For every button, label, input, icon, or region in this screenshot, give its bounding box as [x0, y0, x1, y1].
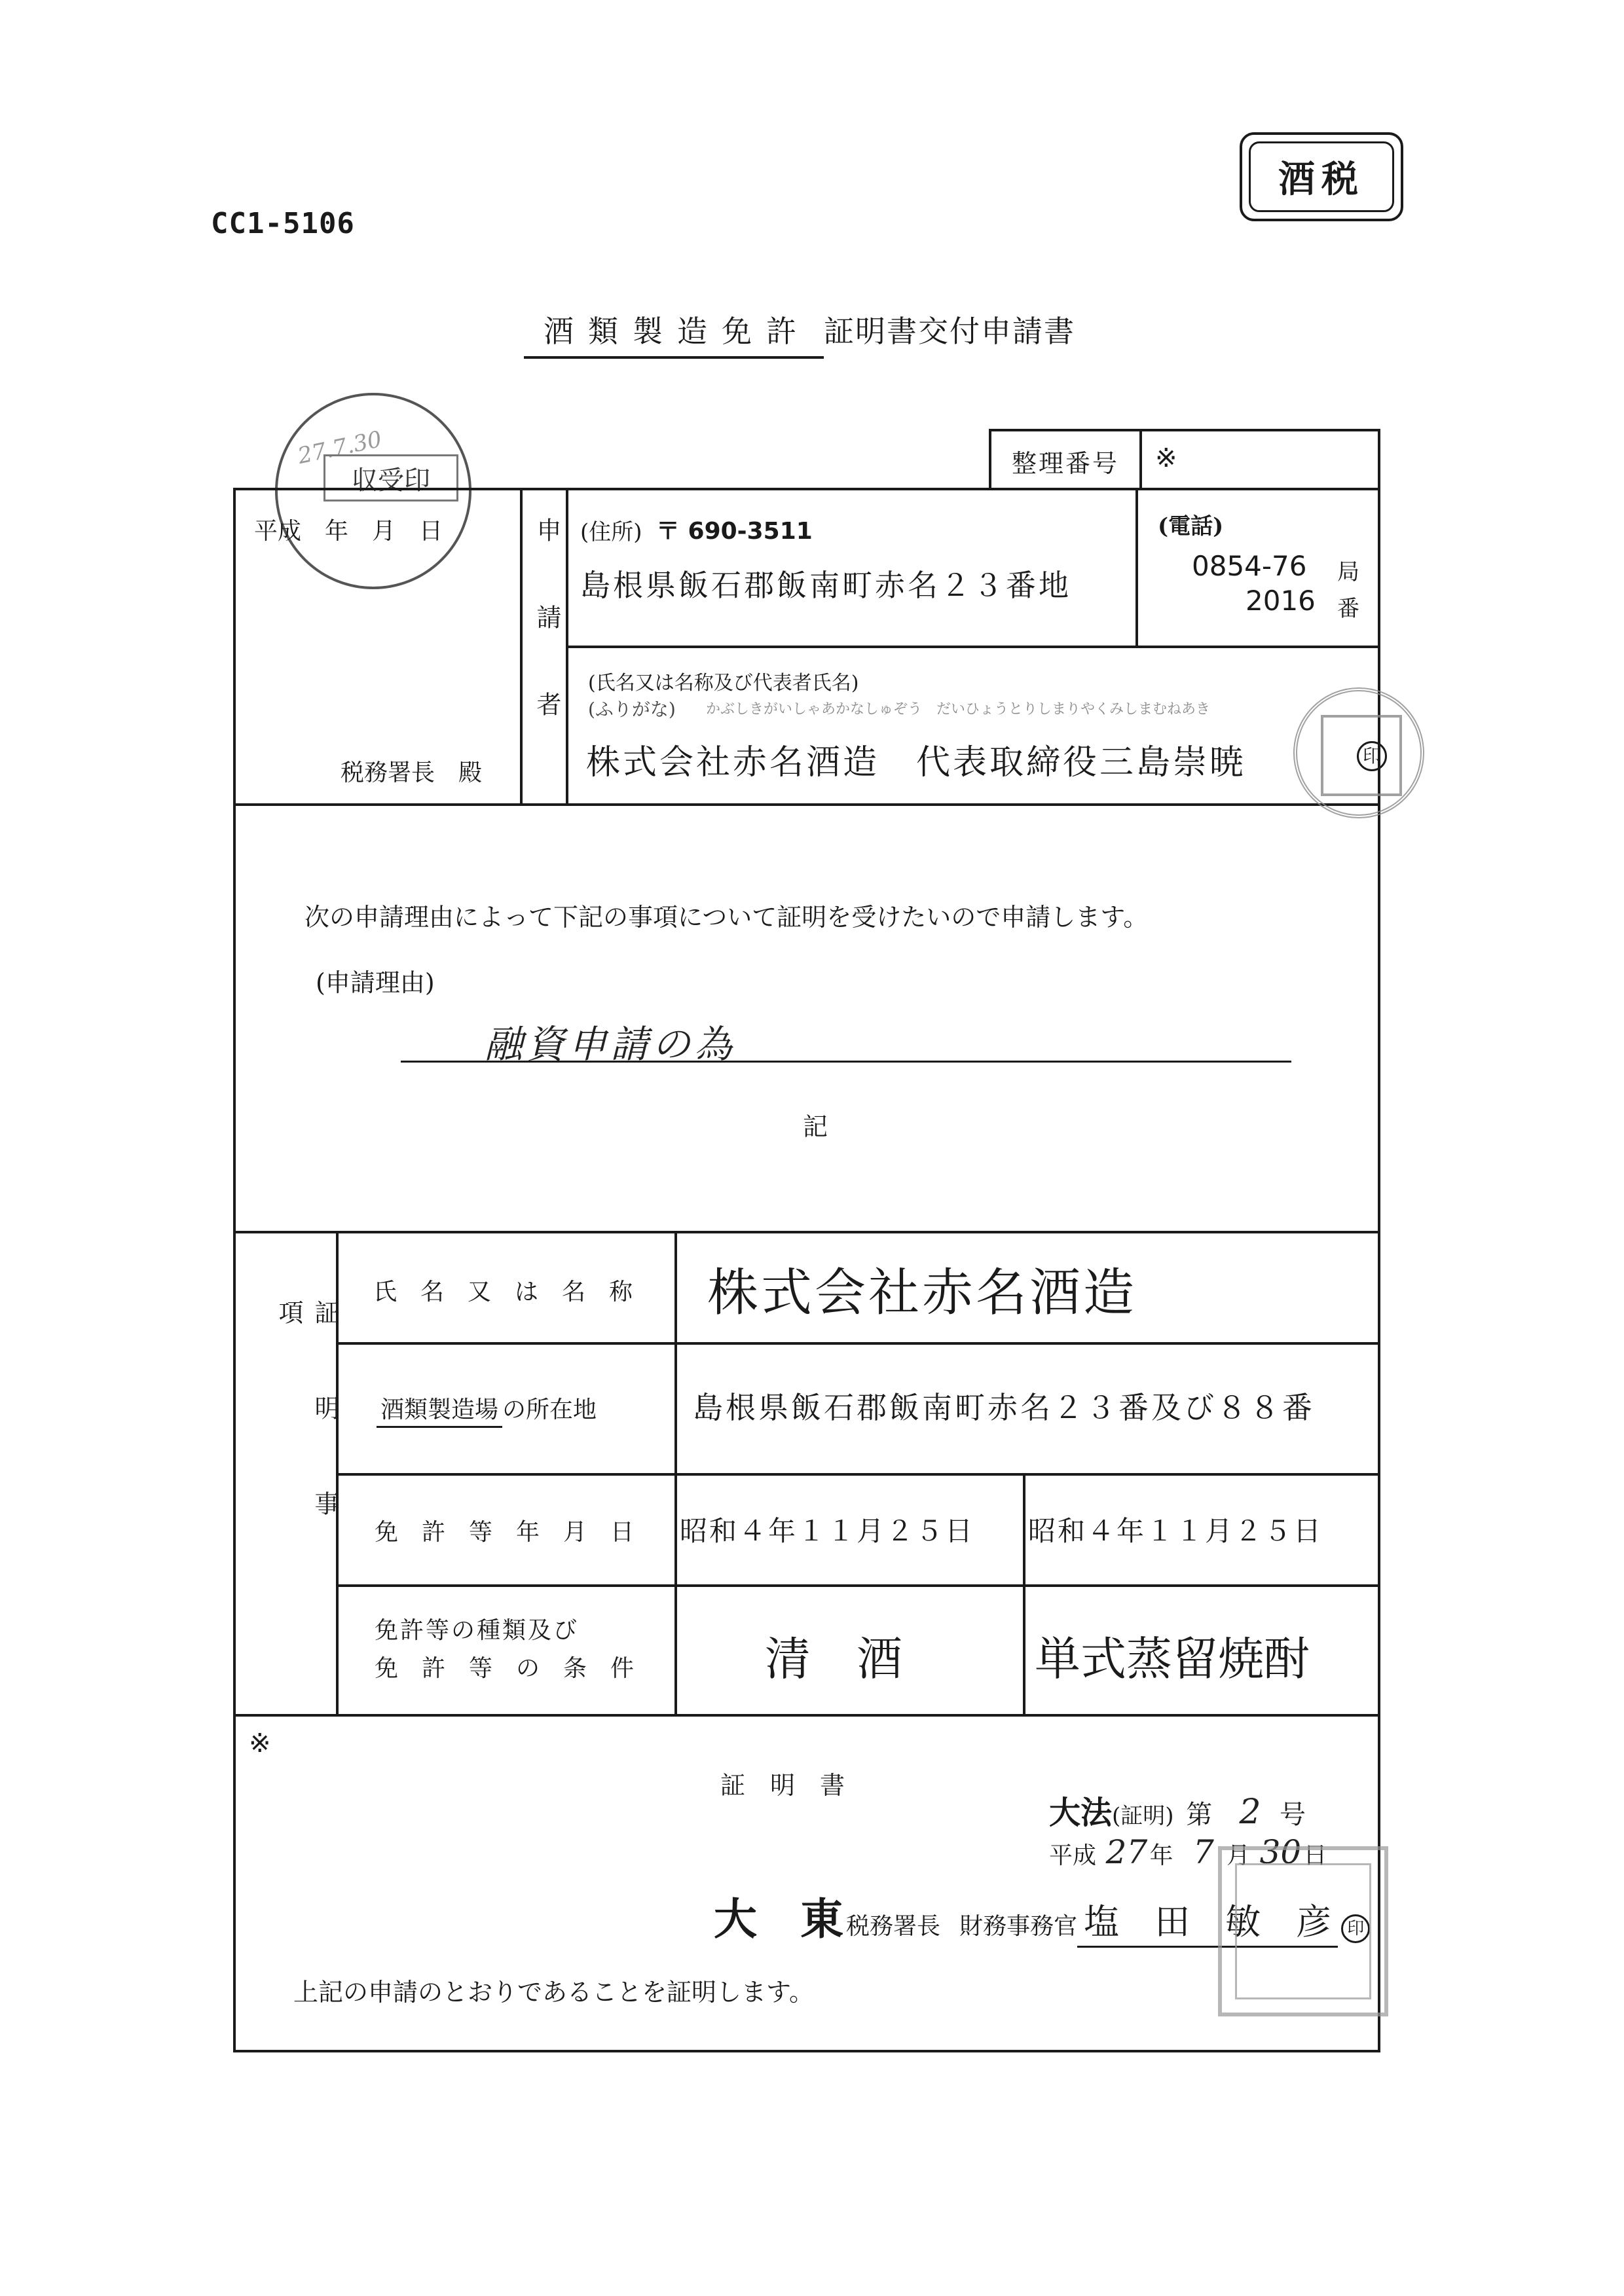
- certificate-year: 27: [1105, 1833, 1148, 1871]
- address-label: (住所): [580, 519, 642, 545]
- certificate-month-unit: 月: [1226, 1842, 1250, 1869]
- phone-exchange-unit: 局: [1337, 559, 1359, 585]
- certificate-number-label: (証明): [1112, 1803, 1174, 1829]
- reason-label: (申請理由): [316, 968, 435, 997]
- liquor-tax-badge-text: 酒税: [1278, 158, 1365, 201]
- cert-label-location: [377, 1391, 597, 1425]
- certified-side-label: 証明事項: [274, 1300, 339, 1586]
- cert-label-license-date: 免 許 等 年 月 日: [375, 1519, 635, 1546]
- cert-label-location-underlined: 酒類製造場: [377, 1396, 502, 1428]
- request-statement: 次の申請理由によって下記の事項について証明を受けたいので申請します。: [304, 903, 1149, 932]
- certificate-closing: 上記の申請のとおりであることを証明します。: [293, 1978, 814, 2007]
- divider-row3: [336, 1584, 1380, 1587]
- received-stamp-text: 収受印: [352, 465, 430, 496]
- company-seal-inner: [1321, 715, 1402, 796]
- certificate-officer-seal: 印: [1341, 1914, 1370, 1943]
- reference-number-label-cell: [991, 431, 1142, 490]
- divider-row2: [336, 1473, 1380, 1476]
- cert-value-license-type-right: 単式蒸留焼酎: [1035, 1632, 1310, 1686]
- certificate-office: 大 東: [714, 1894, 843, 1944]
- document-title: [524, 308, 1075, 359]
- cert-value-name: 株式会社赤名酒造: [707, 1264, 1137, 1322]
- cert-value-location: 島根県飯石郡飯南町赤名２３番及び８８番: [693, 1390, 1315, 1425]
- certificate-office-title: 税務署長: [846, 1913, 941, 1940]
- company-seal: [1293, 687, 1424, 818]
- official-seal-inner: [1235, 1863, 1371, 1999]
- applicant-seal-mark: 印: [1357, 741, 1387, 771]
- date-label: 平成 年 月 日: [254, 518, 443, 545]
- certificate-officer-title: 財務事務官: [959, 1913, 1078, 1940]
- applicant-address: 島根県飯石郡飯南町赤名２３番地: [580, 568, 1071, 603]
- certificate-year-unit: 年: [1149, 1842, 1173, 1869]
- certificate-mark: ※: [249, 1728, 271, 1758]
- certificate-officer-name: 塩 田 敏 彦: [1077, 1894, 1338, 1948]
- cert-label-name: 氏 名 又 は 名 称: [373, 1279, 633, 1305]
- furigana-text: かぶしきがいしゃあかなしゅぞう だいひょうとりしまりやくみしまむねあき: [706, 701, 1211, 718]
- divider-top-section: [233, 803, 1380, 806]
- cert-label-license-type-line2: 免 許 等 の 条 件: [375, 1655, 635, 1682]
- addressee-label: 税務署長 殿: [341, 759, 483, 786]
- applicant-name-label: (氏名又は名称及び代表者氏名): [588, 672, 859, 695]
- title-underlined: 酒類製造免許: [524, 308, 824, 359]
- phone-number-unit: 番: [1337, 596, 1359, 622]
- cert-value-license-date-right: 昭和４年１１月２５日: [1028, 1515, 1323, 1547]
- phone-label: (電話): [1158, 513, 1224, 539]
- certificate-day: 30: [1259, 1833, 1302, 1871]
- cert-label-location-rest: の所在地: [502, 1396, 597, 1423]
- divider-row1: [336, 1342, 1380, 1345]
- liquor-tax-badge: [1240, 132, 1403, 221]
- furigana-label: (ふりがな): [588, 699, 676, 720]
- divider-address-name: [566, 646, 1380, 648]
- document-code: CC1-5106: [211, 207, 355, 240]
- liquor-tax-badge-inner: [1249, 141, 1394, 212]
- divider-address-phone: [1135, 488, 1138, 647]
- certificate-number: 2: [1239, 1793, 1261, 1832]
- ki-label: 記: [803, 1112, 828, 1141]
- applicant-side-label: 申請者: [532, 517, 561, 778]
- phone-number: 2016: [1246, 585, 1316, 617]
- divider-certified-top: [233, 1231, 1380, 1233]
- certificate-number-go: 号: [1279, 1800, 1306, 1830]
- cert-value-license-date-left: 昭和４年１１月２５日: [680, 1515, 975, 1547]
- reference-number-label: 整理番号: [1011, 448, 1119, 478]
- cert-value-license-type-left: 清 酒: [765, 1632, 902, 1686]
- certificate-day-unit: 日: [1303, 1842, 1327, 1869]
- reference-number-mark: ※: [1155, 443, 1177, 473]
- reference-number-box: [989, 429, 1380, 490]
- certificate-era: 平成: [1049, 1842, 1097, 1869]
- certificate-number-line: [1049, 1787, 1306, 1832]
- phone-exchange: 0854-76: [1192, 550, 1307, 582]
- official-seal: [1218, 1846, 1388, 2016]
- certificate-heading: 証 明 書: [720, 1771, 845, 1800]
- certificate-number-dai: 第: [1186, 1800, 1213, 1830]
- reason-handwritten: 融資申請の為: [485, 1022, 737, 1066]
- divider-row3-split: [1023, 1473, 1025, 1715]
- certificate-month: 7: [1193, 1833, 1214, 1871]
- divider-date-applicant: [520, 488, 523, 805]
- applicant-name: 株式会社赤名酒造 代表取締役三島崇暁: [586, 743, 1247, 782]
- certificate-number-prefix: 大法: [1049, 1795, 1113, 1831]
- cert-label-license-type-line1: 免許等の種類及び: [375, 1617, 580, 1644]
- received-stamp-date: 27.7.30: [295, 426, 384, 470]
- title-rest: 証明書交付申請書: [824, 314, 1075, 349]
- postal-code: 〒 690-3511: [656, 518, 813, 545]
- divider-certified-bottom: [233, 1714, 1380, 1717]
